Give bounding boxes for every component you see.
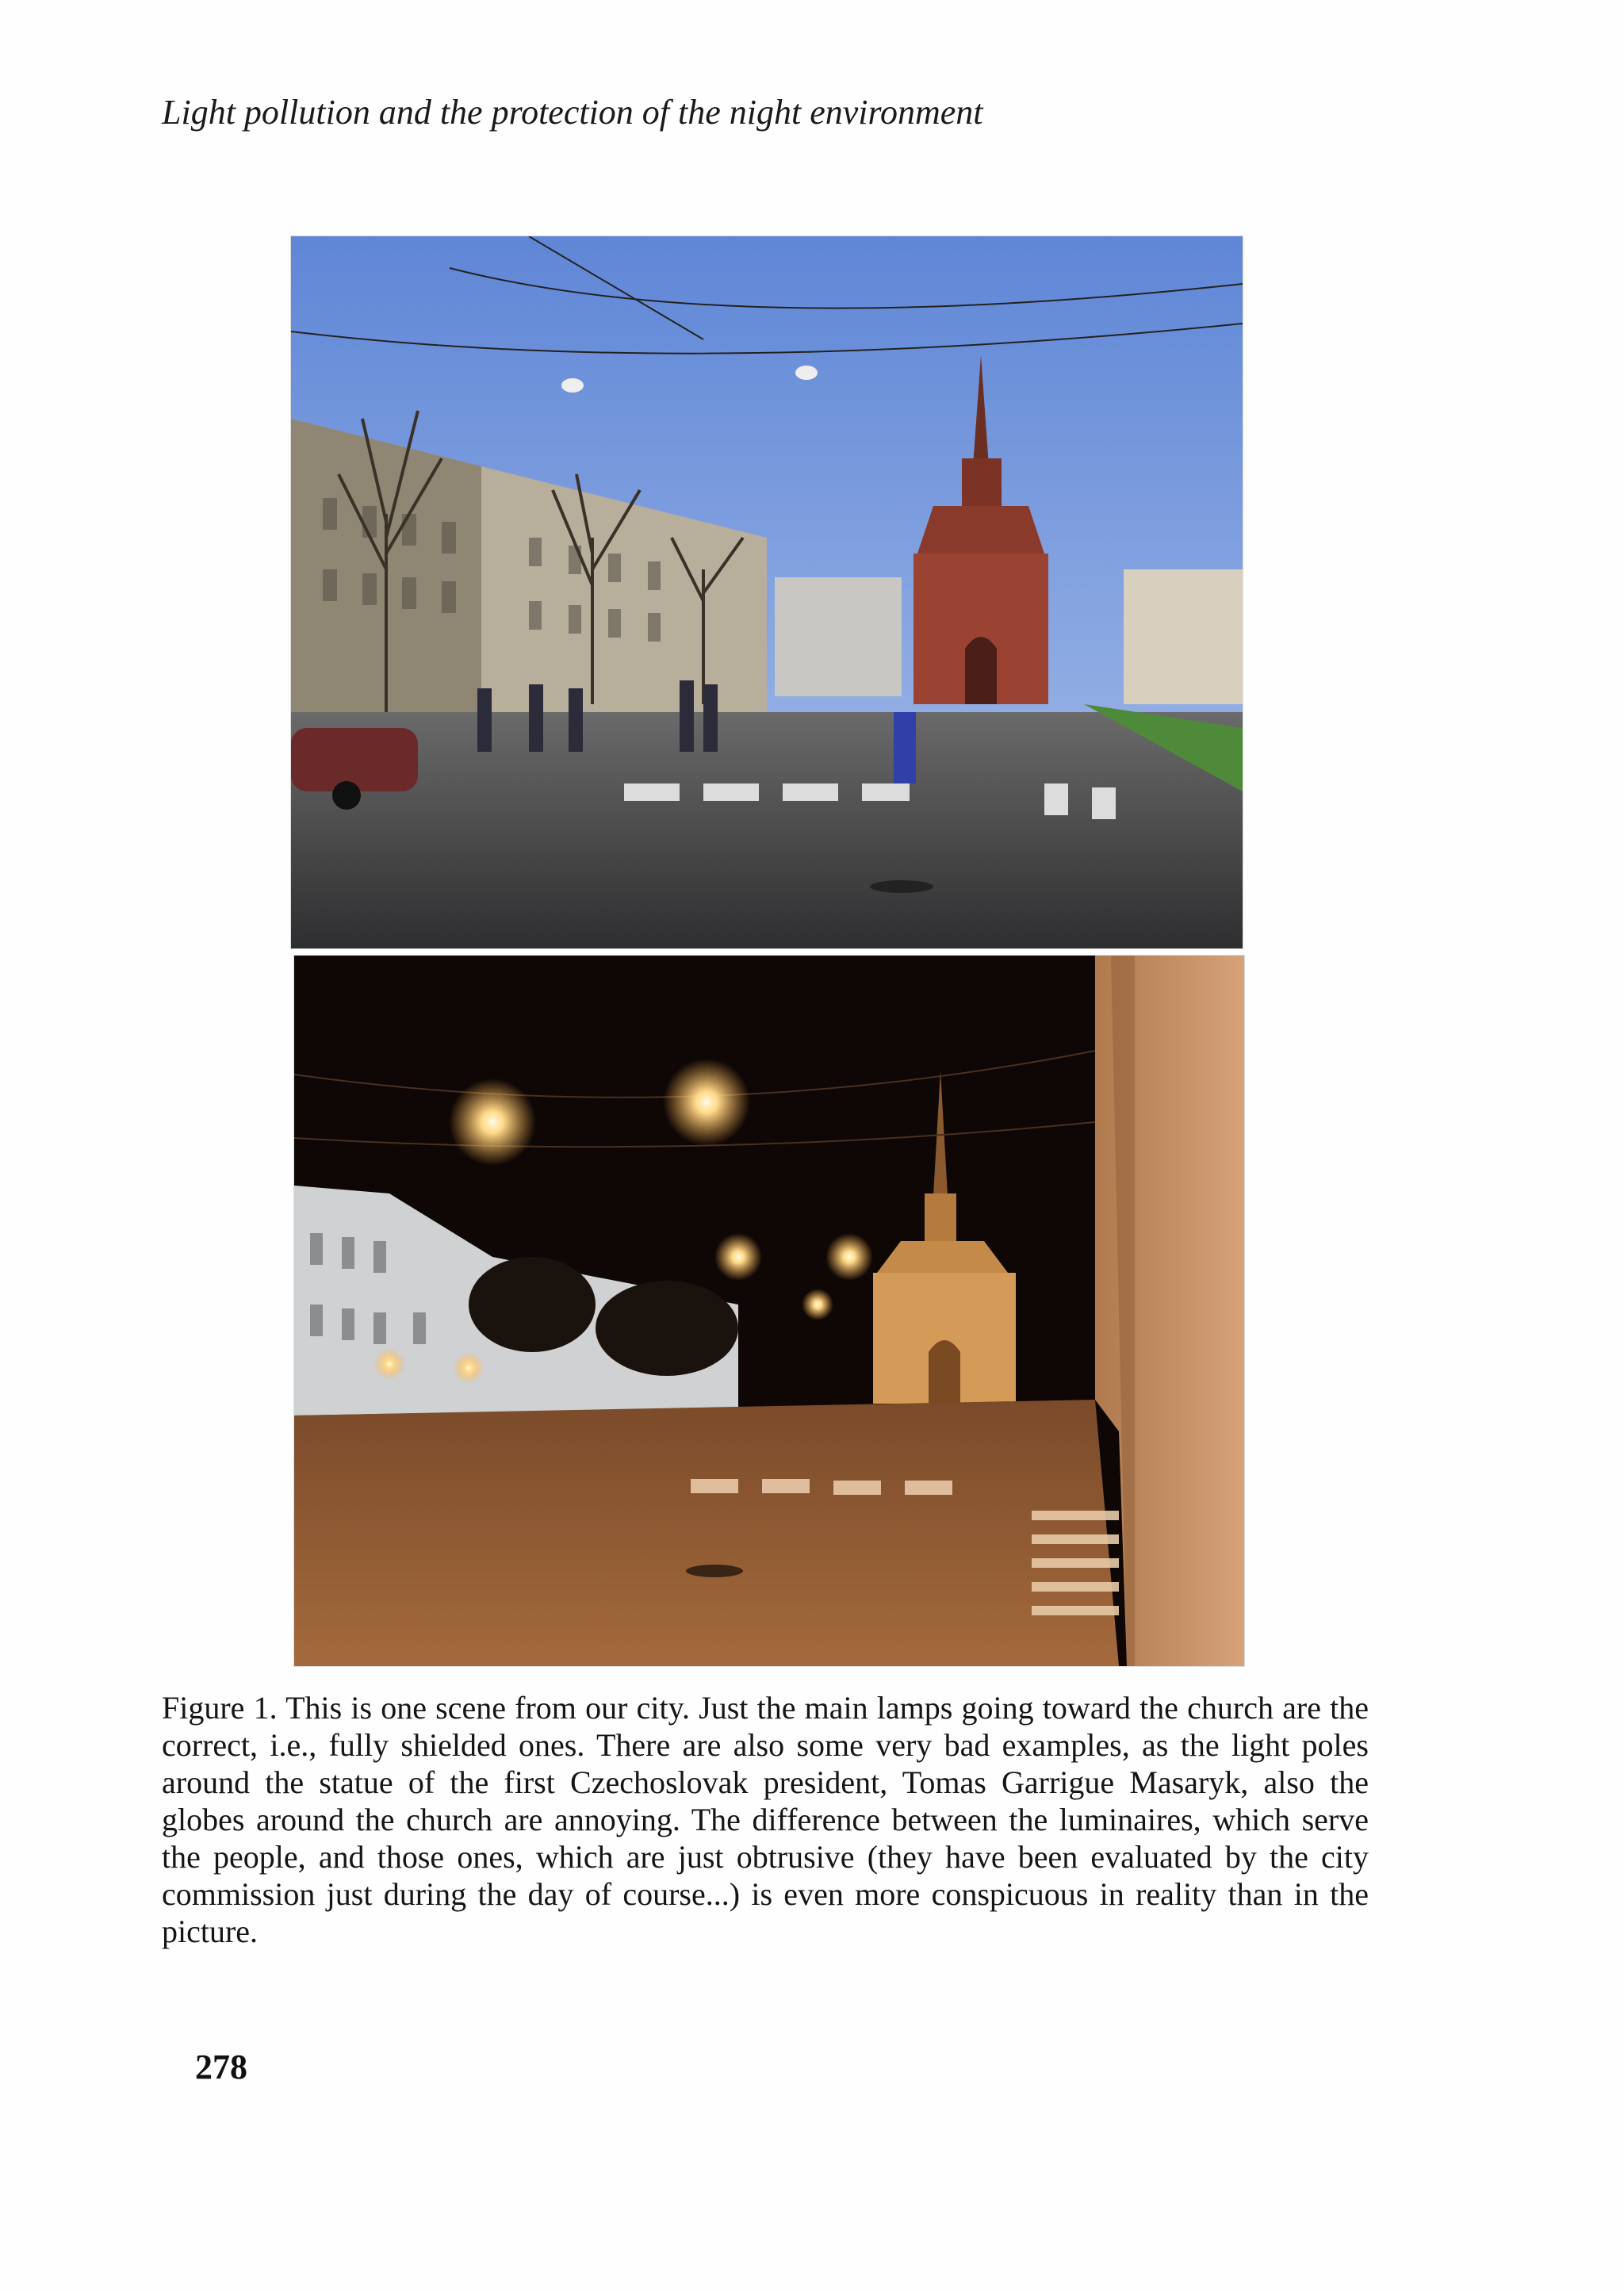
daytime-street-photo	[290, 236, 1243, 949]
page-number: 278	[195, 2048, 247, 2086]
daytime-scene-illustration	[291, 236, 1243, 948]
nighttime-scene-illustration	[294, 956, 1244, 1666]
running-header: Light pollution and the protection of the night environment	[162, 93, 983, 132]
nighttime-street-photo	[293, 955, 1245, 1667]
figure-caption: Figure 1. This is one scene from our city. Just the main lamps going toward the church are the correct, i.e., fully shielded ones. There are also some very bad examples, as the light poles around the statue of the first Czechoslovak president, Tomas Garrigue Masaryk, also the globes around the church are annoying. The difference between the luminaires, which serve the people, and those ones, which are just obtrusive (they have been evaluated by the city commission just during the day of course...) is even more conspicuous in reality than in the picture.	[162, 1690, 1369, 1949]
